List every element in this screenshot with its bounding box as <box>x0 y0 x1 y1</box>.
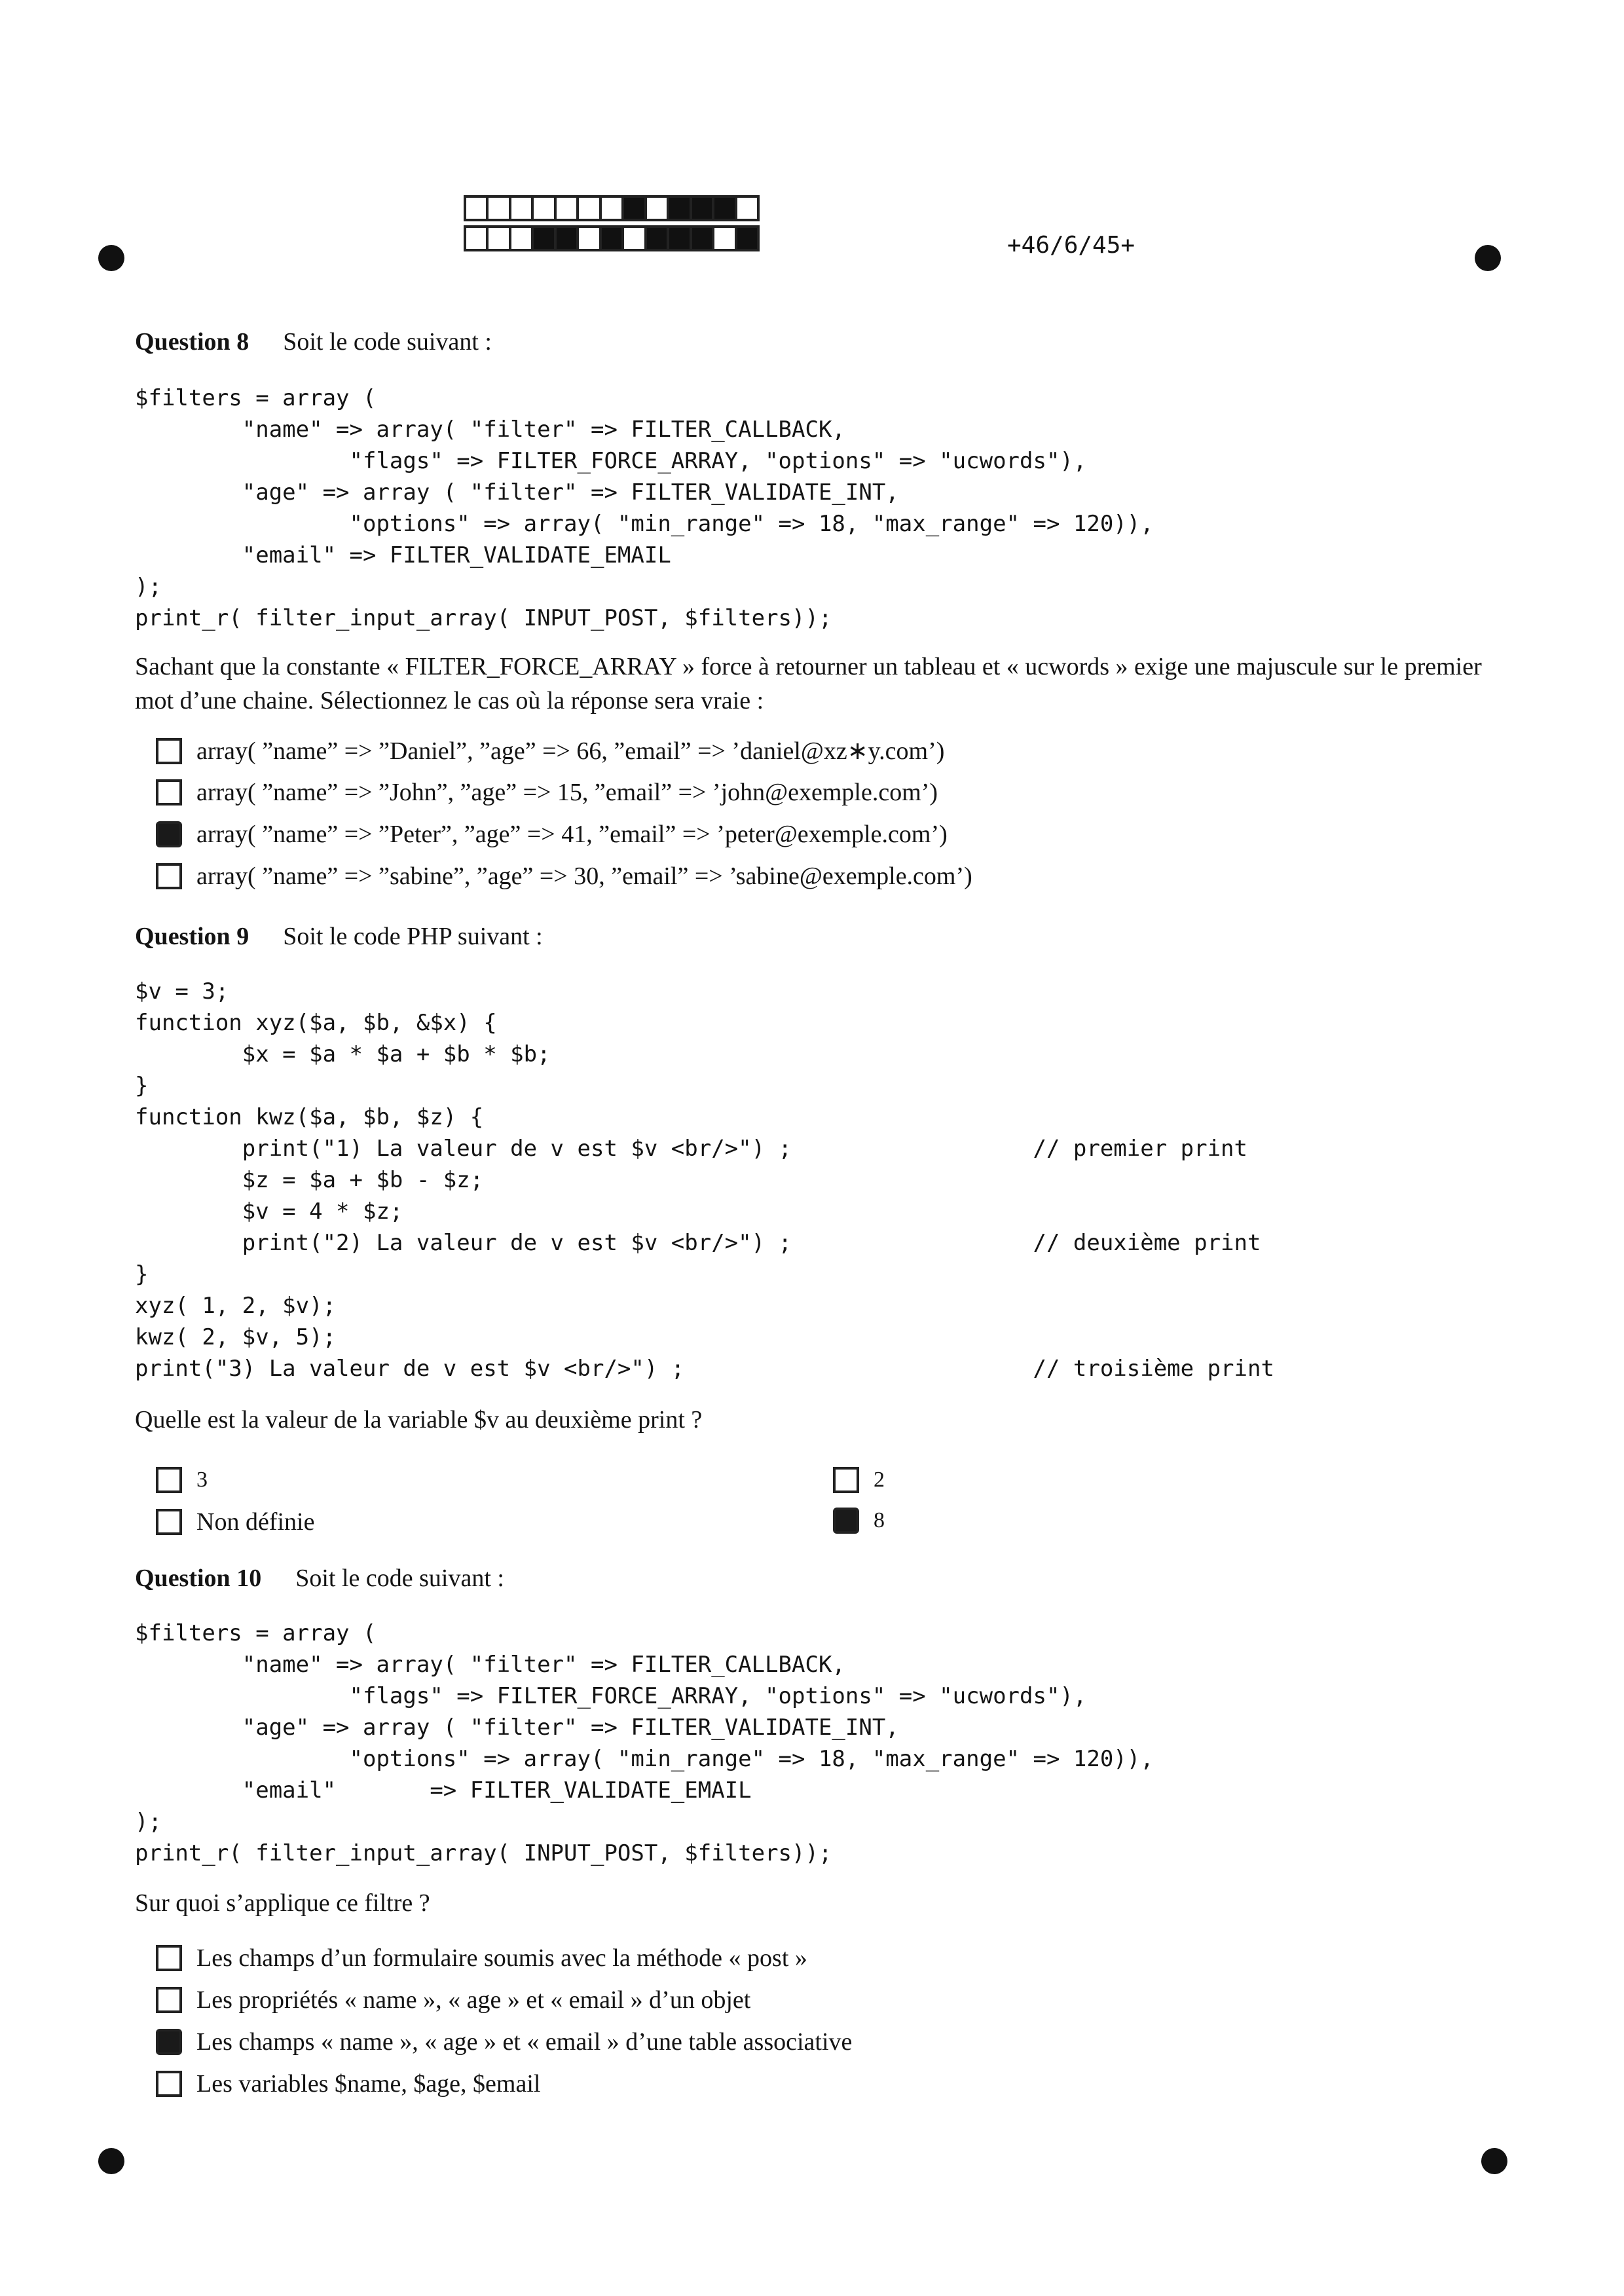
barcode-cell <box>511 228 534 249</box>
question-10-header <box>135 1564 504 1593</box>
barcode-cell <box>534 228 556 249</box>
barcode-cell <box>602 198 624 219</box>
option-label: Les propriétés « name », « age » et « email » d’un objet <box>196 1986 751 2014</box>
question-label: Question 10 <box>135 1565 262 1592</box>
q9-option-3[interactable] <box>156 1508 314 1536</box>
option-label: array( ”name” => ”sabine”, ”age” => 30, ”email” => ’sabine@exemple.com’) <box>196 862 972 890</box>
checkbox-checked[interactable] <box>833 1508 859 1534</box>
q10-option-4[interactable] <box>156 2069 540 2098</box>
barcode-cell <box>669 198 692 219</box>
option-label: Les champs « name », « age » et « email » d’une table associative <box>196 2028 853 2056</box>
q10-option-3[interactable] <box>156 2028 852 2056</box>
q10-option-1[interactable] <box>156 1944 807 1972</box>
q8-option-4[interactable] <box>156 862 972 891</box>
barcode-cell <box>737 198 757 219</box>
q8-option-2[interactable] <box>156 778 938 807</box>
checkbox[interactable] <box>156 863 182 889</box>
checkbox[interactable] <box>156 1509 182 1535</box>
barcode-cell <box>602 228 624 249</box>
option-label: array( ”name” => ”Peter”, ”age” => 41, ”email” => ’peter@exemple.com’) <box>196 821 948 848</box>
barcode-cell <box>624 198 646 219</box>
registration-mark-top-left <box>98 245 124 271</box>
barcode-cell <box>669 228 692 249</box>
barcode-cell <box>557 198 579 219</box>
checkbox-checked[interactable] <box>156 821 182 847</box>
barcode-cell <box>692 228 714 249</box>
q9-option-1[interactable] <box>156 1467 208 1493</box>
registration-mark-top-right <box>1475 245 1501 271</box>
barcode-cell <box>557 228 579 249</box>
registration-mark-bottom-right <box>1481 2148 1507 2174</box>
option-label: Non définie <box>196 1508 315 1536</box>
checkbox[interactable] <box>156 1987 182 2013</box>
checkbox[interactable] <box>156 779 182 805</box>
barcode-cell <box>692 198 714 219</box>
question-intro: Soit le code PHP suivant : <box>283 923 543 950</box>
registration-mark-bottom-left <box>98 2148 124 2174</box>
option-label: array( ”name” => ”John”, ”age” => 15, ”email” => ’john@exemple.com’) <box>196 779 938 806</box>
option-label: Les champs d’un formulaire soumis avec la méthode « post » <box>196 1944 807 1972</box>
option-label: 2 <box>874 1468 885 1492</box>
question-10-code: $filters = array ( "name" => array( "filter" => FILTER_CALLBACK, "flags" => FILTER_FORCE_ARRAY, "options" => "ucwords"), "age" => array ( "filter" => FILTER_VALIDATE_INT, "options" => array( "min_range" => 18, "max_range" => 120)), "email" => FILTER_VALIDATE_EMAIL ); print_r( filter_input_array( INPUT_POST, $filters)); <box>135 1620 1154 1866</box>
barcode-cell <box>714 198 737 219</box>
q8-option-1[interactable] <box>156 736 944 766</box>
barcode-cell <box>737 228 757 249</box>
option-label: 3 <box>196 1468 208 1492</box>
question-intro: Soit le code suivant : <box>283 328 492 356</box>
question-label: Question 9 <box>135 923 249 950</box>
barcode-cell <box>647 198 669 219</box>
question-10-text: Sur quoi s’applique ce filtre ? <box>135 1889 430 1917</box>
checkbox-checked[interactable] <box>156 2029 182 2055</box>
barcode-cell <box>624 228 646 249</box>
question-8-code: $filters = array ( "name" => array( "filter" => FILTER_CALLBACK, "flags" => FILTER_FORCE_ARRAY, "options" => "ucwords"), "age" => array ( "filter" => FILTER_VALIDATE_INT, "options" => array( "min_range" => 18, "max_range" => 120)), "email" => FILTER_VALIDATE_EMAIL ); print_r( filter_input_array( INPUT_POST, $filters)); <box>135 385 1154 631</box>
question-9-code: $v = 3; function xyz($a, $b, &$x) { $x = $a * $a + $b * $b; } function kwz($a, $b, $z) { print("1) La valeur de v est $v <br/>") ; // premier print $z = $a + $b - $z; $v = 4 * $z; print("2) La valeur de v est $v <br/>") ; // deuxième print } xyz( 1, 2, $v); kwz( 2, $v, 5); print("3) La valeur de v est $v <br/>") ; // troisième print <box>135 978 1274 1382</box>
barcode-cell <box>579 228 601 249</box>
barcode-row-2 <box>464 225 760 251</box>
barcode-cell <box>466 228 489 249</box>
barcode-cell <box>489 198 511 219</box>
q8-option-3[interactable] <box>156 820 948 849</box>
barcode-cell <box>511 198 534 219</box>
checkbox[interactable] <box>156 1467 182 1493</box>
barcode-row-1 <box>464 195 760 221</box>
option-label: 8 <box>874 1508 885 1532</box>
barcode-cell <box>534 198 556 219</box>
question-label: Question 8 <box>135 328 249 356</box>
barcode-cell <box>579 198 601 219</box>
student-id-barcode <box>464 195 760 255</box>
question-9-header <box>135 922 543 951</box>
q10-option-2[interactable] <box>156 1986 750 2014</box>
question-9-text: Quelle est la valeur de la variable $v au deuxième print ? <box>135 1406 703 1434</box>
checkbox[interactable] <box>833 1467 859 1493</box>
q9-option-2[interactable] <box>833 1467 885 1493</box>
checkbox[interactable] <box>156 1945 182 1971</box>
checkbox[interactable] <box>156 2071 182 2097</box>
q9-option-4[interactable] <box>833 1508 885 1534</box>
checkbox[interactable] <box>156 738 182 764</box>
option-label: array( ”name” => ”Daniel”, ”age” => 66, ”email” => ’daniel@xz∗y.com’) <box>196 737 945 765</box>
barcode-cell <box>647 228 669 249</box>
question-intro: Soit le code suivant : <box>295 1565 504 1592</box>
question-8-text: Sachant que la constante « FILTER_FORCE_ARRAY » force à retourner un tableau et « ucwords » exige une majuscule sur le premier mot d’une chaine. Sélectionnez le cas où la réponse sera vraie : <box>135 653 1482 714</box>
barcode-cell <box>714 228 737 249</box>
question-8-header <box>135 327 492 356</box>
barcode-cell <box>466 198 489 219</box>
barcode-cell <box>489 228 511 249</box>
page-id: +46/6/45+ <box>1007 232 1135 259</box>
option-label: Les variables $name, $age, $email <box>196 2070 541 2098</box>
